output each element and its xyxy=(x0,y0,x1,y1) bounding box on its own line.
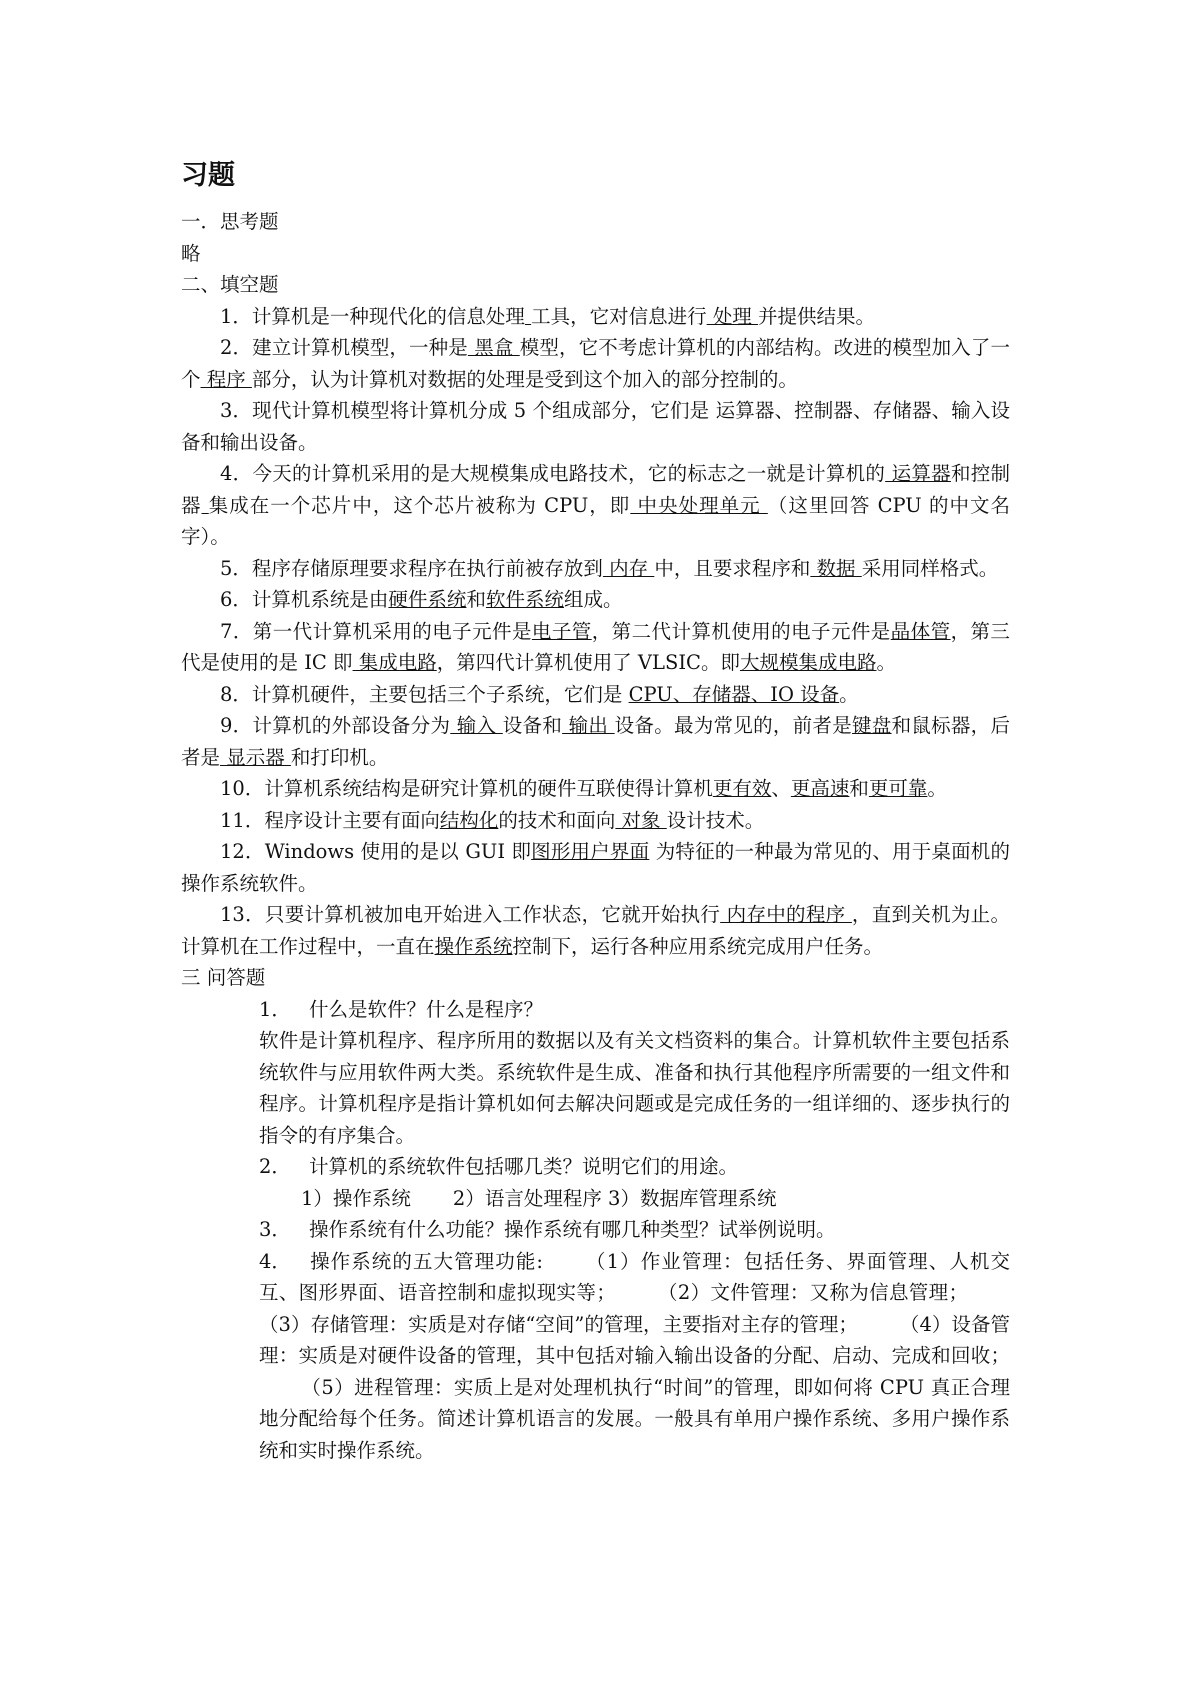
question-3: 3． 操作系统有什么功能？操作系统有哪几种类型？试举例说明。 xyxy=(259,1218,836,1241)
fill-item-3: 3．现代计算机模型将计算机分成 5 个组成部分，它们是 运算器、控制器、存储器、输入设备和输出设备。 xyxy=(181,399,1010,454)
fill-item-4: 4．今天的计算机采用的是大规模集成电路技术，它的标志之一就是计算机的 运算器和控制器 集成在一个芯片中，这个芯片被称为 CPU，即 中央处理单元 （这里回答 CPU 的中文名字）。 xyxy=(181,462,1010,548)
answer-2: 1）操作系统 2）语言处理程序 3）数据库管理系统 xyxy=(301,1186,777,1210)
question-2: 2． 计算机的系统软件包括哪几类？说明它们的用途。 xyxy=(259,1155,739,1178)
fill-item-12: 12．Windows 使用的是以 GUI 即图形用户界面 为特征的一种最为常见的、用于桌面机的操作系统软件。 xyxy=(181,840,1010,895)
content xyxy=(181,156,1010,1466)
fill-item-8: 8．计算机硬件，主要包括三个子系统，它们是 CPU、存储器、IO 设备。 xyxy=(220,682,859,706)
page-title: 习题 xyxy=(181,160,235,191)
fill-item-13: 13．只要计算机被加电开始进入工作状态，它就开始执行 内存中的程序 ，直到关机为止。计算机在工作过程中，一直在操作系统控制下，运行各种应用系统完成用户任务。 xyxy=(181,903,1010,958)
fill-item-7: 7．第一代计算机采用的电子元件是电子管，第二代计算机使用的电子元件是晶体管，第三代是使用的是 IC 即 集成电路，第四代计算机使用了 VLSIC。即大规模集成电路。 xyxy=(181,619,1010,674)
fill-item-5: 5．程序存储原理要求程序在执行前被存放到 内存 中，且要求程序和 数据 采用同样格式。 xyxy=(220,556,999,580)
fill-item-10: 10．计算机系统结构是研究计算机的硬件互联使得计算机更有效、更高速和更可靠。 xyxy=(220,777,947,800)
section-heading: 二、填空题 xyxy=(181,273,279,296)
section-heading: 三 问答题 xyxy=(181,966,266,989)
fill-item-1: 1．计算机是一种现代化的信息处理 工具，它对信息进行 处理 并提供结果。 xyxy=(220,304,876,328)
question-1: 1． 什么是软件？什么是程序？ xyxy=(259,997,544,1021)
fill-item-11: 11．程序设计主要有面向结构化的技术和面向 对象 设计技术。 xyxy=(220,808,765,832)
question-4: 4． 操作系统的五大管理功能: （1）作业管理：包括任务、界面管理、人机交互、图形界面、语音控制和虚拟现实等； （2）文件管理：又称为信息管理；（3）存储管理：实质是对存储“空间”的管理，主要指对主存的管理； （4）设备管理：实质是对硬件设备的管理，其中包括对输入输出设备的分配、启动、完成和回收；（5）进程管理：实质上是对处理机执行“时间”的管理，即如何将 CPU 真正合理地分配给每个任务。简述计算机语言的发展。一般具有单用户操作系统、多用户操作系统和实时操作系统。 xyxy=(259,1249,1010,1462)
section-body: 略 xyxy=(181,241,201,265)
qa-list xyxy=(259,994,1010,1467)
section-heading: 一．思考题 xyxy=(181,210,279,233)
answer-1: 软件是计算机程序、程序所用的数据以及有关文档资料的集合。计算机软件主要包括系统软件与应用软件两大类。系统软件是生成、准备和执行其他程序所需要的一组文件和程序。计算机程序是指计算机如何去解决问题或是完成任务的一组详细的、逐步执行的指令的有序集合。 xyxy=(259,1029,1010,1147)
fill-item-2: 2．建立计算机模型，一种是 黑盒 模型，它不考虑计算机的内部结构。改进的模型加入了一个 程序 部分，认为计算机对数据的处理是受到这个加入的部分控制的。 xyxy=(181,336,1010,391)
fill-item-6: 6．计算机系统是由硬件系统和软件系统组成。 xyxy=(220,588,623,611)
fill-item-9: 9．计算机的外部设备分为 输入 设备和 输出 设备。最为常见的，前者是键盘和鼠标器，后者是 显示器 和打印机。 xyxy=(181,714,1010,769)
